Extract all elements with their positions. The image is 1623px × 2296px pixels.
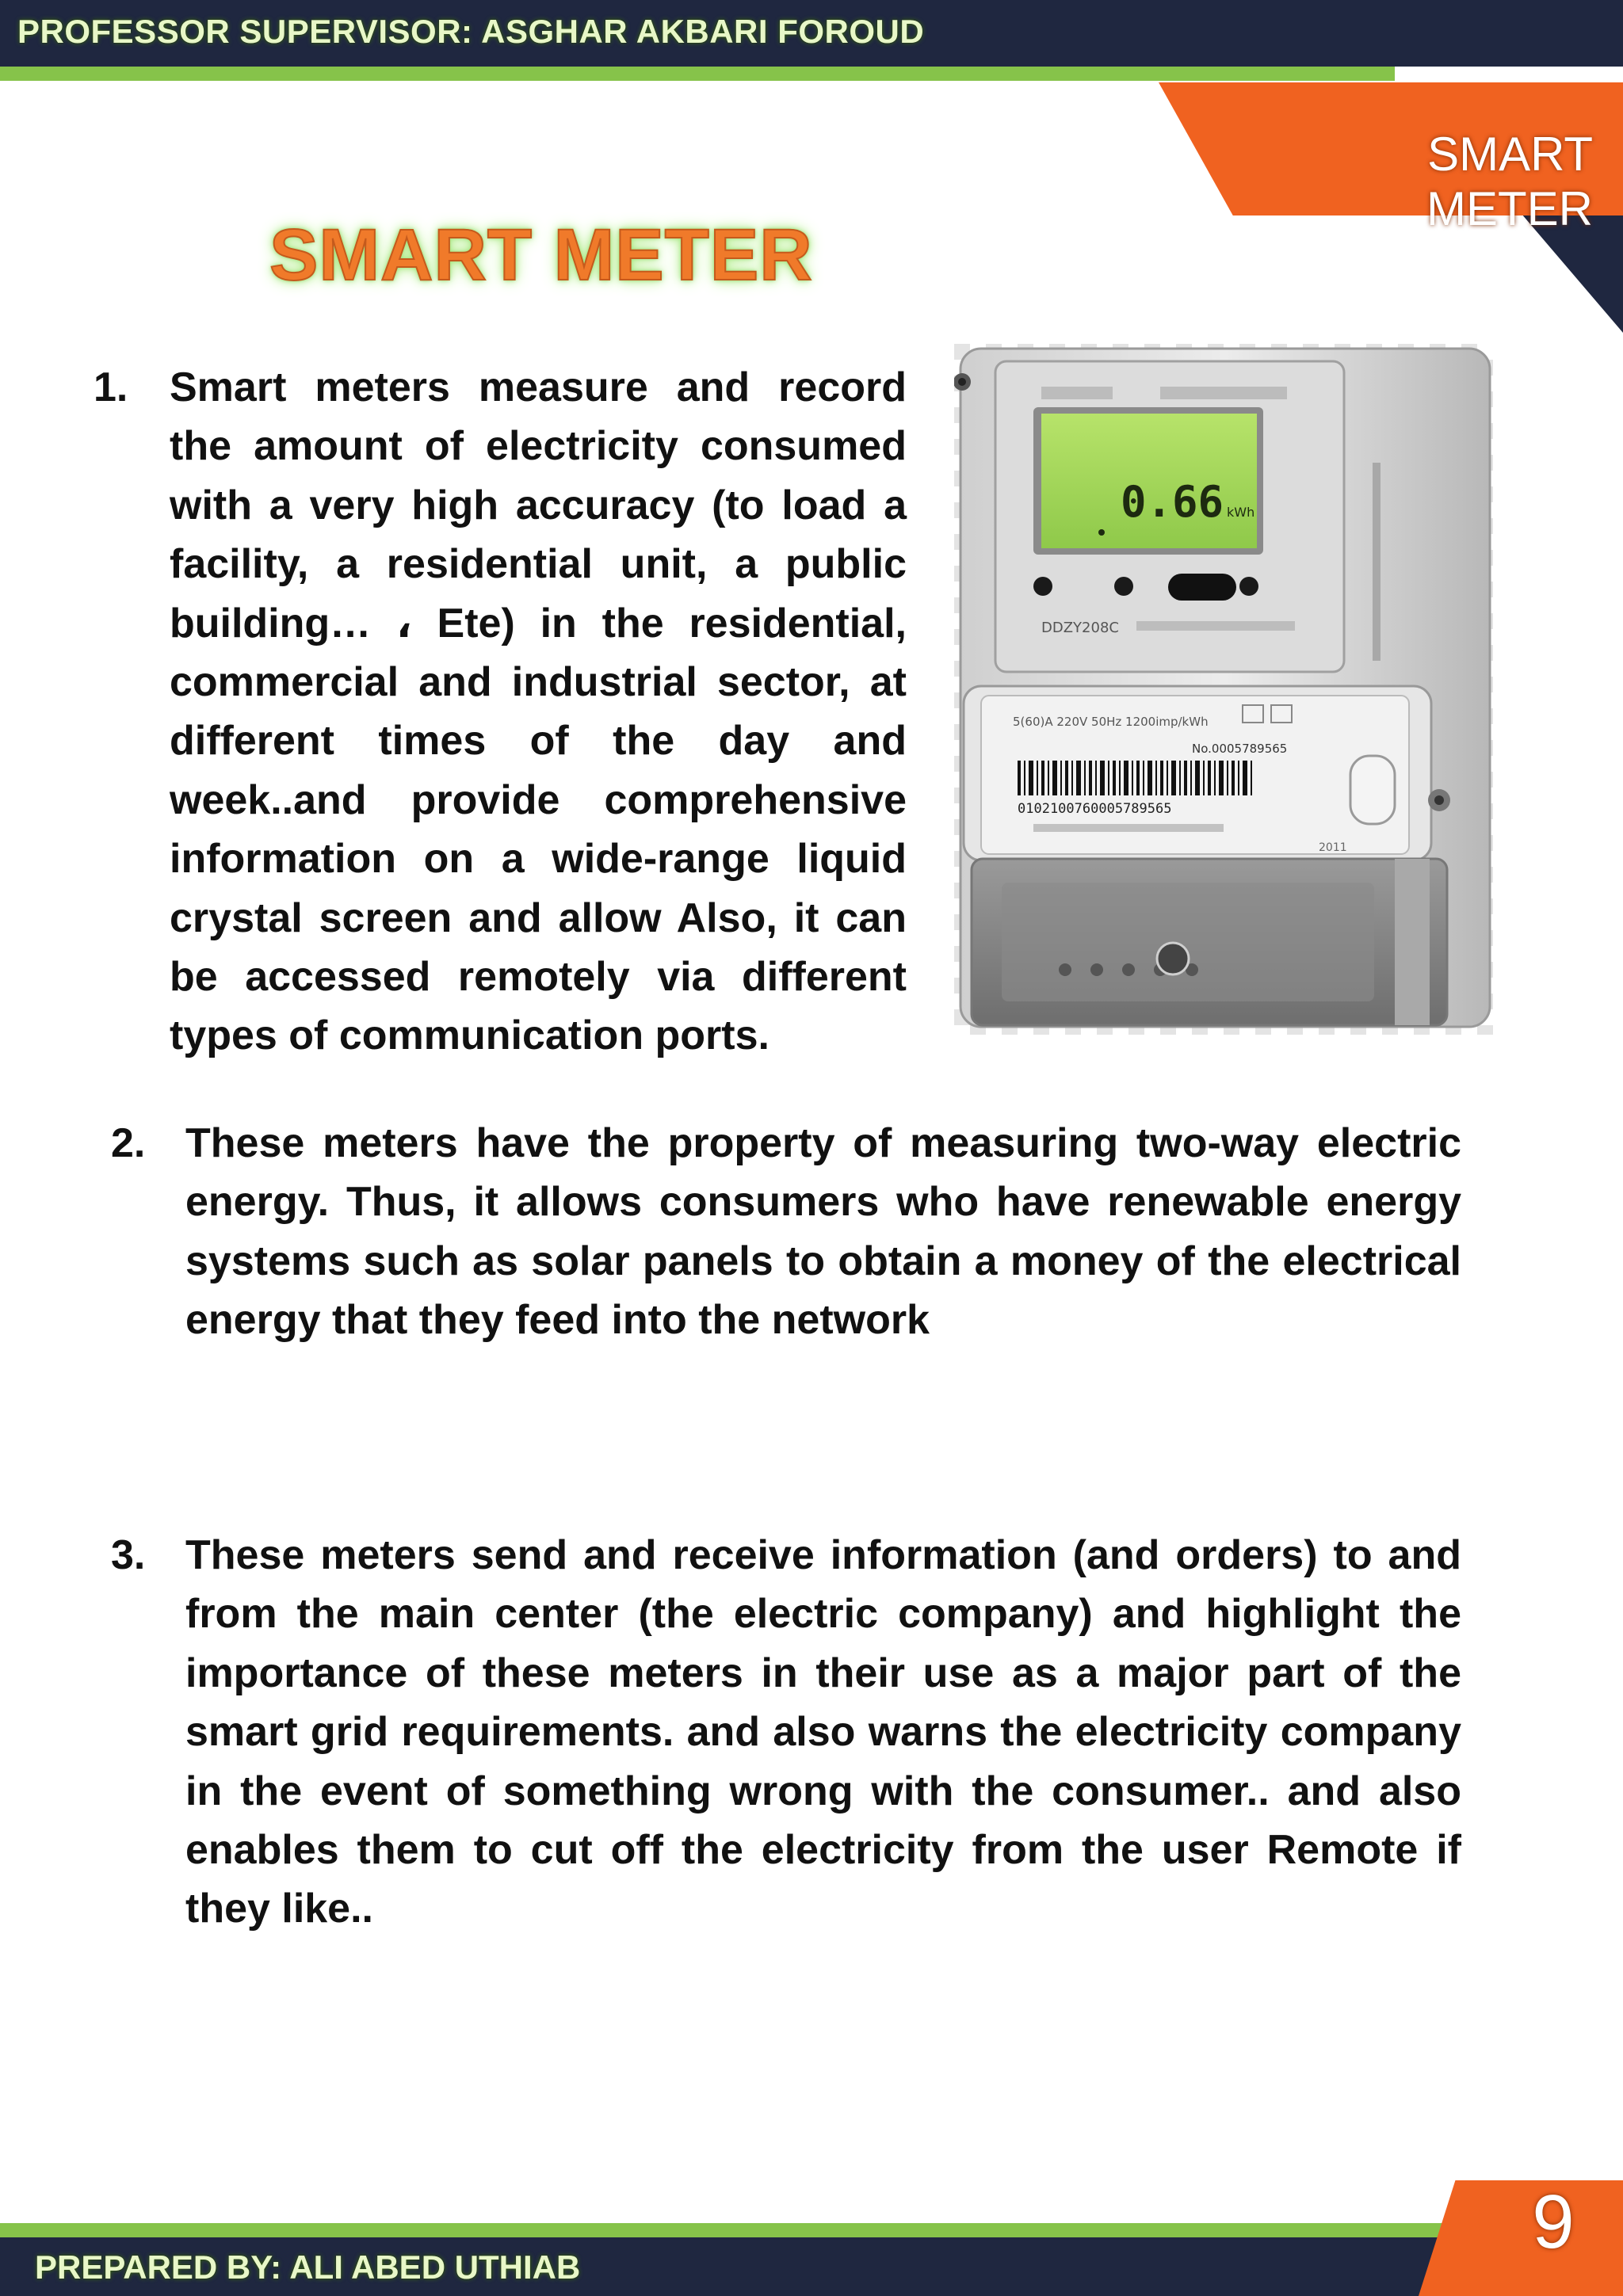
footer-green-stripe	[0, 2223, 1623, 2237]
barcode-digits: 0102100760005789565	[1018, 801, 1172, 817]
header-green-stripe	[0, 67, 1395, 81]
item-3-number: 3.	[111, 1532, 146, 1578]
meter-rating: 5(60)A 220V 50Hz 1200imp/kWh	[1013, 715, 1209, 729]
meter-model: DDZY208C	[1041, 620, 1119, 636]
page-number: 9	[1532, 2180, 1575, 2264]
smart-meter-image	[954, 344, 1493, 1035]
prepared-by-label: PREPARED BY: ALI ABED UTHIAB	[35, 2248, 581, 2286]
meter-serial: No.0005789565	[1192, 742, 1288, 756]
item-3-text: These meters send and receive information (and orders) to and from the main center (the electric company) and highlight the importance of these meters in their use as a major part of the smart grid requirements. and also warns the electricity company in the event of something wrong with the consumer.. and also enables them to cut off the electricity from the user Remote if they like..	[185, 1532, 1461, 1932]
lcd-unit: kWh	[1227, 505, 1255, 520]
item-1-text: Smart meters measure and record the amount of electricity consumed with a very high accuracy (to load a facility, a residential unit, a public building… ، Ete) in the residential, commercial and industrial sector, at different times of the day and week..and provide comprehensive information on a wide-range liquid crystal screen and allow Also, it can be accessed remotely via different types of communication ports.	[170, 364, 907, 1059]
lcd-reading: 0.66	[1120, 477, 1224, 527]
item-1-number: 1.	[94, 364, 128, 410]
section-tab-label: SMART METER	[1426, 128, 1593, 235]
item-2-number: 2.	[111, 1120, 146, 1166]
item-2-text: These meters have the property of measuring two-way electric energy. Thus, it allows consumers who have renewable energy systems such as solar panels to obtain a money of the electrical energy that they feed into the network	[185, 1120, 1461, 1344]
supervisor-label: PROFESSOR SUPERVISOR: ASGHAR AKBARI FOROUD	[17, 13, 925, 50]
page-title: SMART METER	[269, 215, 813, 296]
meter-year: 2011	[1319, 841, 1347, 854]
